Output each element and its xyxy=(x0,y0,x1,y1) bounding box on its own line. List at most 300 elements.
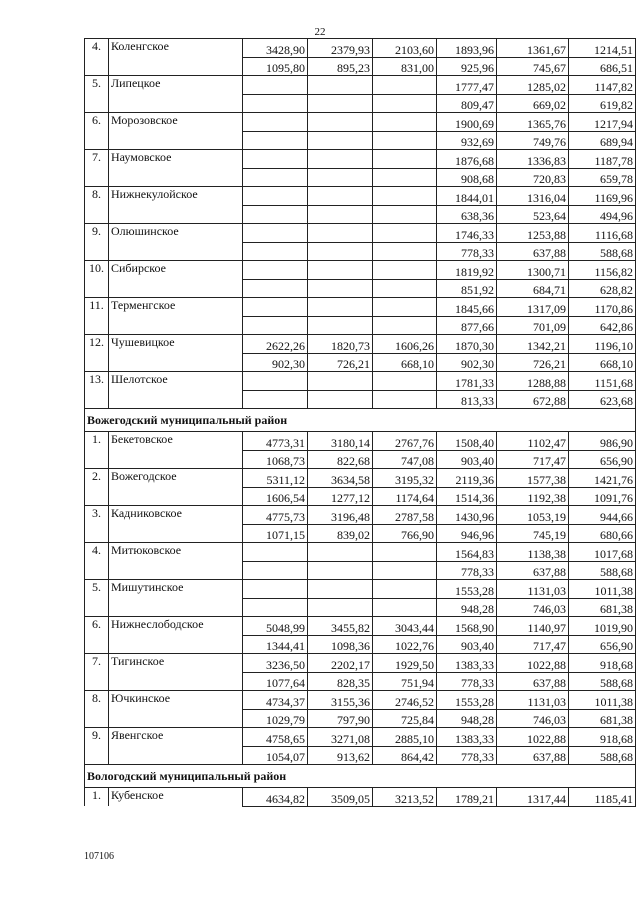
value-cell: 1011,38 xyxy=(569,691,636,710)
value-cell: 986,90 xyxy=(569,432,636,451)
table-row xyxy=(85,205,636,224)
value-cell: 1131,03 xyxy=(497,691,569,710)
settlement-name: Олюшинское xyxy=(109,224,243,243)
value-cell: 831,00 xyxy=(373,57,437,76)
value-cell: 1844,01 xyxy=(437,187,497,206)
value-cell: 1421,76 xyxy=(569,469,636,488)
value-cell: 1022,88 xyxy=(497,654,569,673)
settlement-name xyxy=(109,635,243,654)
value-cell xyxy=(373,131,437,150)
value-cell: 588,68 xyxy=(569,672,636,691)
value-cell xyxy=(308,131,373,150)
row-number: 1. xyxy=(85,788,109,807)
value-cell xyxy=(243,390,308,409)
row-number: 5. xyxy=(85,76,109,95)
value-cell: 778,33 xyxy=(437,242,497,261)
settlement-name xyxy=(109,709,243,728)
value-cell xyxy=(308,150,373,169)
value-cell: 746,03 xyxy=(497,709,569,728)
table-row xyxy=(85,487,636,506)
settlement-name: Липецкое xyxy=(109,76,243,95)
value-cell: 902,30 xyxy=(243,353,308,372)
district-header-row xyxy=(85,409,636,432)
value-cell: 839,02 xyxy=(308,524,373,543)
value-cell: 1098,36 xyxy=(308,635,373,654)
table-row xyxy=(85,261,636,280)
value-cell: 1508,40 xyxy=(437,432,497,451)
value-cell xyxy=(243,279,308,298)
value-cell: 1053,19 xyxy=(497,506,569,525)
settlement-name: Явенгское xyxy=(109,728,243,747)
table-row xyxy=(85,298,636,317)
row-number xyxy=(85,390,109,409)
value-cell: 1819,92 xyxy=(437,261,497,280)
value-cell: 1077,64 xyxy=(243,672,308,691)
value-cell: 3043,44 xyxy=(373,617,437,636)
table-row xyxy=(85,506,636,525)
settlement-name xyxy=(109,524,243,543)
value-cell: 1336,83 xyxy=(497,150,569,169)
value-cell: 1156,82 xyxy=(569,261,636,280)
value-cell: 3180,14 xyxy=(308,432,373,451)
value-cell: 1820,73 xyxy=(308,335,373,354)
row-number: 12. xyxy=(85,335,109,354)
value-cell: 908,68 xyxy=(437,168,497,187)
value-cell: 726,21 xyxy=(497,353,569,372)
value-cell xyxy=(308,76,373,95)
row-number: 9. xyxy=(85,224,109,243)
value-cell xyxy=(373,372,437,391)
row-number: 6. xyxy=(85,617,109,636)
settlement-name: Вожегодское xyxy=(109,469,243,488)
value-cell: 1253,88 xyxy=(497,224,569,243)
value-cell: 745,19 xyxy=(497,524,569,543)
value-cell: 3634,58 xyxy=(308,469,373,488)
value-cell: 656,90 xyxy=(569,450,636,469)
value-cell: 1017,68 xyxy=(569,543,636,562)
value-cell: 668,10 xyxy=(569,353,636,372)
value-cell: 1514,36 xyxy=(437,487,497,506)
row-number: 3. xyxy=(85,506,109,525)
district-title: Вожегодский муниципальный район xyxy=(85,409,636,432)
value-cell xyxy=(373,113,437,132)
value-cell: 1900,69 xyxy=(437,113,497,132)
value-cell xyxy=(373,242,437,261)
value-cell xyxy=(373,168,437,187)
table-row xyxy=(85,635,636,654)
value-cell: 717,47 xyxy=(497,450,569,469)
value-cell: 4758,65 xyxy=(243,728,308,747)
value-cell: 1116,68 xyxy=(569,224,636,243)
value-cell: 1019,90 xyxy=(569,617,636,636)
value-cell: 637,88 xyxy=(497,561,569,580)
table-row xyxy=(85,728,636,747)
value-cell: 656,90 xyxy=(569,635,636,654)
value-cell: 851,92 xyxy=(437,279,497,298)
value-cell: 1746,33 xyxy=(437,224,497,243)
value-cell: 948,28 xyxy=(437,598,497,617)
value-cell: 1288,88 xyxy=(497,372,569,391)
row-number xyxy=(85,561,109,580)
value-cell: 1430,96 xyxy=(437,506,497,525)
value-cell: 2119,36 xyxy=(437,469,497,488)
row-number xyxy=(85,205,109,224)
value-cell xyxy=(373,205,437,224)
table-row xyxy=(85,788,636,807)
value-cell: 1361,67 xyxy=(497,39,569,58)
value-cell: 1187,78 xyxy=(569,150,636,169)
row-number: 5. xyxy=(85,580,109,599)
row-number xyxy=(85,746,109,765)
value-cell xyxy=(243,543,308,562)
value-cell xyxy=(308,261,373,280)
row-number xyxy=(85,450,109,469)
value-cell: 745,67 xyxy=(497,57,569,76)
row-number: 7. xyxy=(85,654,109,673)
settlement-name xyxy=(109,598,243,617)
value-cell: 3236,50 xyxy=(243,654,308,673)
value-cell: 494,96 xyxy=(569,205,636,224)
value-cell xyxy=(373,580,437,599)
value-cell: 1845,66 xyxy=(437,298,497,317)
table-row xyxy=(85,469,636,488)
value-cell: 1185,41 xyxy=(569,788,636,807)
value-cell: 1138,38 xyxy=(497,543,569,562)
table-row xyxy=(85,316,636,335)
value-cell: 1606,26 xyxy=(373,335,437,354)
value-cell: 766,90 xyxy=(373,524,437,543)
value-cell: 1277,12 xyxy=(308,487,373,506)
value-cell: 877,66 xyxy=(437,316,497,335)
row-number: 2. xyxy=(85,469,109,488)
settlement-name: Коленгское xyxy=(109,39,243,58)
value-cell xyxy=(308,298,373,317)
table-row xyxy=(85,524,636,543)
value-cell: 726,21 xyxy=(308,353,373,372)
value-cell: 1054,07 xyxy=(243,746,308,765)
value-cell: 946,96 xyxy=(437,524,497,543)
value-cell: 1789,21 xyxy=(437,788,497,807)
value-cell: 809,47 xyxy=(437,94,497,113)
value-cell: 944,66 xyxy=(569,506,636,525)
value-cell: 895,23 xyxy=(308,57,373,76)
settlement-name: Митюковское xyxy=(109,543,243,562)
value-cell xyxy=(373,76,437,95)
value-cell: 903,40 xyxy=(437,450,497,469)
value-cell: 1029,79 xyxy=(243,709,308,728)
value-cell: 1140,97 xyxy=(497,617,569,636)
value-cell xyxy=(243,372,308,391)
settlement-name: Бекетовское xyxy=(109,432,243,451)
settlement-name xyxy=(109,487,243,506)
value-cell: 681,38 xyxy=(569,709,636,728)
value-cell: 1577,38 xyxy=(497,469,569,488)
value-cell: 637,88 xyxy=(497,242,569,261)
value-cell: 2787,58 xyxy=(373,506,437,525)
value-cell: 903,40 xyxy=(437,635,497,654)
row-number xyxy=(85,672,109,691)
value-cell: 2885,10 xyxy=(373,728,437,747)
settlement-name xyxy=(109,57,243,76)
page-number: 22 xyxy=(314,26,326,38)
row-number xyxy=(85,279,109,298)
settlement-name: Мишутинское xyxy=(109,580,243,599)
value-cell xyxy=(373,598,437,617)
settlement-name xyxy=(109,279,243,298)
settlement-name: Ючкинское xyxy=(109,691,243,710)
value-cell xyxy=(243,168,308,187)
table-row xyxy=(85,94,636,113)
settlement-name: Кадниковское xyxy=(109,506,243,525)
value-cell xyxy=(373,261,437,280)
value-cell xyxy=(308,113,373,132)
value-cell: 1383,33 xyxy=(437,728,497,747)
value-cell: 3509,05 xyxy=(308,788,373,807)
value-cell: 1317,09 xyxy=(497,298,569,317)
value-cell: 717,47 xyxy=(497,635,569,654)
value-cell: 5048,99 xyxy=(243,617,308,636)
value-cell: 2379,93 xyxy=(308,39,373,58)
value-cell: 1147,82 xyxy=(569,76,636,95)
value-cell: 623,68 xyxy=(569,390,636,409)
value-cell: 932,69 xyxy=(437,131,497,150)
row-number xyxy=(85,316,109,335)
value-cell: 642,86 xyxy=(569,316,636,335)
footer-code: 107106 xyxy=(84,851,114,862)
value-cell: 1174,64 xyxy=(373,487,437,506)
value-cell: 1365,76 xyxy=(497,113,569,132)
value-cell: 1022,76 xyxy=(373,635,437,654)
value-cell: 628,82 xyxy=(569,279,636,298)
value-cell: 1095,80 xyxy=(243,57,308,76)
value-cell xyxy=(243,298,308,317)
value-cell xyxy=(373,187,437,206)
settlement-name xyxy=(109,390,243,409)
value-cell xyxy=(243,580,308,599)
table-row xyxy=(85,131,636,150)
value-cell: 1011,38 xyxy=(569,580,636,599)
value-cell xyxy=(243,94,308,113)
row-number xyxy=(85,168,109,187)
value-cell: 5311,12 xyxy=(243,469,308,488)
value-cell: 1553,28 xyxy=(437,691,497,710)
value-cell xyxy=(373,150,437,169)
value-cell: 913,62 xyxy=(308,746,373,765)
value-cell: 778,33 xyxy=(437,561,497,580)
settlement-name xyxy=(109,205,243,224)
value-cell xyxy=(373,298,437,317)
value-cell: 523,64 xyxy=(497,205,569,224)
settlement-name xyxy=(109,94,243,113)
settlement-name xyxy=(109,450,243,469)
value-cell: 1071,15 xyxy=(243,524,308,543)
value-cell: 659,78 xyxy=(569,168,636,187)
table-row xyxy=(85,113,636,132)
value-cell: 725,84 xyxy=(373,709,437,728)
table-row xyxy=(85,598,636,617)
value-cell: 4775,73 xyxy=(243,506,308,525)
value-cell: 1870,30 xyxy=(437,335,497,354)
value-cell: 1192,38 xyxy=(497,487,569,506)
value-cell: 681,38 xyxy=(569,598,636,617)
row-number xyxy=(85,487,109,506)
row-number xyxy=(85,242,109,261)
value-cell: 684,71 xyxy=(497,279,569,298)
value-cell: 1068,73 xyxy=(243,450,308,469)
table-row xyxy=(85,691,636,710)
value-cell: 864,42 xyxy=(373,746,437,765)
value-cell: 2202,17 xyxy=(308,654,373,673)
table-row xyxy=(85,432,636,451)
value-cell xyxy=(308,390,373,409)
settlement-name: Нижнекулойское xyxy=(109,187,243,206)
value-cell xyxy=(373,279,437,298)
value-cell xyxy=(373,561,437,580)
row-number: 11. xyxy=(85,298,109,317)
table-row xyxy=(85,39,636,58)
value-cell: 918,68 xyxy=(569,728,636,747)
value-cell: 720,83 xyxy=(497,168,569,187)
row-number: 13. xyxy=(85,372,109,391)
value-cell: 680,66 xyxy=(569,524,636,543)
value-cell xyxy=(243,131,308,150)
value-cell: 1383,33 xyxy=(437,654,497,673)
value-cell: 701,09 xyxy=(497,316,569,335)
value-cell xyxy=(308,168,373,187)
value-cell xyxy=(308,224,373,243)
value-cell xyxy=(243,76,308,95)
value-cell: 1214,51 xyxy=(569,39,636,58)
value-cell: 822,68 xyxy=(308,450,373,469)
table-row xyxy=(85,224,636,243)
row-number xyxy=(85,57,109,76)
value-cell: 3428,90 xyxy=(243,39,308,58)
settlement-name: Кубенское xyxy=(109,788,243,807)
value-cell xyxy=(308,205,373,224)
value-cell: 1196,10 xyxy=(569,335,636,354)
value-cell: 797,90 xyxy=(308,709,373,728)
table-row xyxy=(85,746,636,765)
value-cell xyxy=(243,561,308,580)
value-cell xyxy=(308,543,373,562)
settlement-name: Терменгское xyxy=(109,298,243,317)
value-cell: 948,28 xyxy=(437,709,497,728)
value-cell xyxy=(243,261,308,280)
row-number: 8. xyxy=(85,187,109,206)
value-cell: 672,88 xyxy=(497,390,569,409)
value-cell xyxy=(308,598,373,617)
value-cell: 638,36 xyxy=(437,205,497,224)
settlement-name: Наумовское xyxy=(109,150,243,169)
value-cell: 4634,82 xyxy=(243,788,308,807)
row-number xyxy=(85,635,109,654)
value-cell xyxy=(243,113,308,132)
row-number xyxy=(85,353,109,372)
value-cell xyxy=(243,598,308,617)
table-row xyxy=(85,580,636,599)
row-number xyxy=(85,524,109,543)
settlement-name xyxy=(109,561,243,580)
value-cell: 3196,48 xyxy=(308,506,373,525)
table-row xyxy=(85,543,636,562)
row-number: 8. xyxy=(85,691,109,710)
value-cell: 1300,71 xyxy=(497,261,569,280)
table-row xyxy=(85,390,636,409)
value-cell xyxy=(308,372,373,391)
table-row xyxy=(85,561,636,580)
value-cell: 1131,03 xyxy=(497,580,569,599)
value-cell xyxy=(243,187,308,206)
value-cell: 925,96 xyxy=(437,57,497,76)
table-row xyxy=(85,242,636,261)
value-cell: 918,68 xyxy=(569,654,636,673)
value-cell: 1151,68 xyxy=(569,372,636,391)
settlement-name: Шелотское xyxy=(109,372,243,391)
value-cell xyxy=(243,242,308,261)
table-row xyxy=(85,187,636,206)
value-cell: 778,33 xyxy=(437,746,497,765)
value-cell: 637,88 xyxy=(497,746,569,765)
value-cell xyxy=(243,205,308,224)
row-number: 4. xyxy=(85,39,109,58)
table-row xyxy=(85,168,636,187)
value-cell xyxy=(308,561,373,580)
table-row xyxy=(85,372,636,391)
row-number xyxy=(85,94,109,113)
value-cell: 1568,90 xyxy=(437,617,497,636)
row-number: 10. xyxy=(85,261,109,280)
value-cell xyxy=(373,390,437,409)
table-row xyxy=(85,450,636,469)
value-cell: 751,94 xyxy=(373,672,437,691)
value-cell: 828,35 xyxy=(308,672,373,691)
tariff-table xyxy=(84,38,636,807)
value-cell: 1606,54 xyxy=(243,487,308,506)
value-cell xyxy=(308,94,373,113)
value-cell: 902,30 xyxy=(437,353,497,372)
value-cell: 1091,76 xyxy=(569,487,636,506)
settlement-name: Морозовское xyxy=(109,113,243,132)
value-cell xyxy=(308,316,373,335)
value-cell: 3195,32 xyxy=(373,469,437,488)
settlement-name xyxy=(109,242,243,261)
settlement-name: Тигинское xyxy=(109,654,243,673)
settlement-name xyxy=(109,316,243,335)
value-cell xyxy=(243,150,308,169)
value-cell: 2746,52 xyxy=(373,691,437,710)
value-cell: 686,51 xyxy=(569,57,636,76)
value-cell: 3271,08 xyxy=(308,728,373,747)
row-number xyxy=(85,598,109,617)
value-cell: 1929,50 xyxy=(373,654,437,673)
value-cell: 1564,83 xyxy=(437,543,497,562)
value-cell xyxy=(243,316,308,335)
settlement-name xyxy=(109,672,243,691)
value-cell xyxy=(373,543,437,562)
value-cell: 749,76 xyxy=(497,131,569,150)
value-cell xyxy=(308,580,373,599)
table-row xyxy=(85,654,636,673)
value-cell: 2767,76 xyxy=(373,432,437,451)
value-cell: 1170,86 xyxy=(569,298,636,317)
value-cell xyxy=(308,242,373,261)
district-title: Вологодский муниципальный район xyxy=(85,765,636,788)
value-cell: 1022,88 xyxy=(497,728,569,747)
district-header-row xyxy=(85,765,636,788)
value-cell: 689,94 xyxy=(569,131,636,150)
row-number: 1. xyxy=(85,432,109,451)
table-row xyxy=(85,672,636,691)
